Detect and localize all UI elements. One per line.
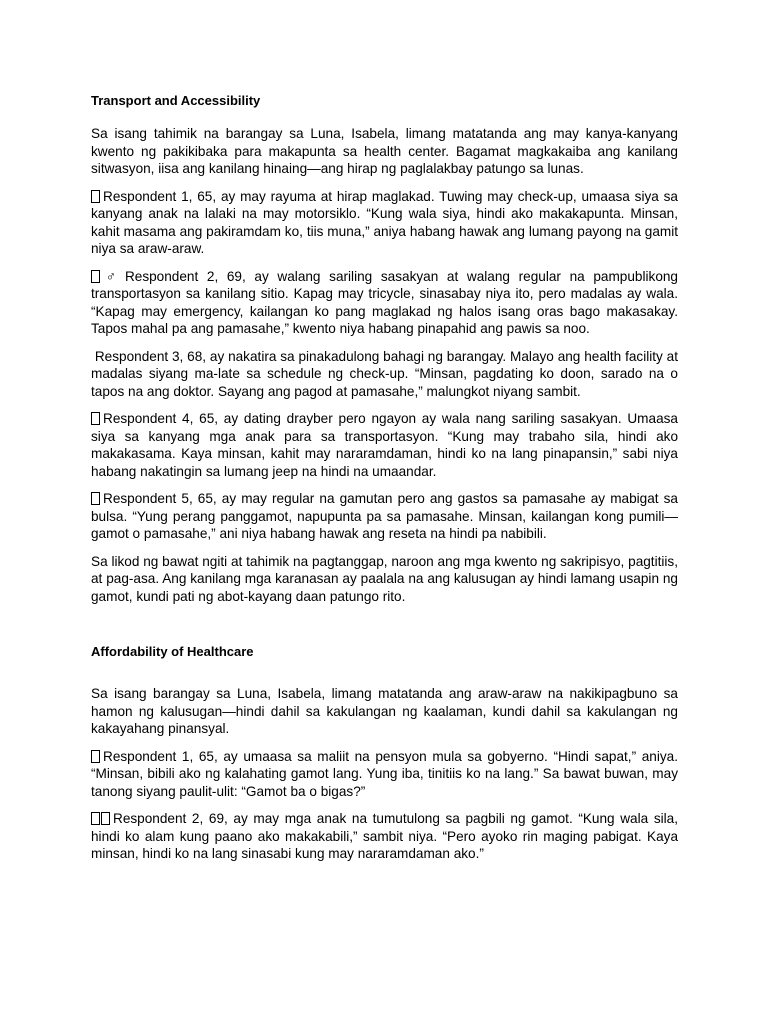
missing-glyph-icon: [91, 750, 100, 763]
respondent-4-text: Respondent 4, 65, ay dating drayber pero ngayon ay wala nang sariling sasakyan. Umaasa siya sa kanyang mga anak para sa transportasyon. “Kung may trabaho sila, hindi ako makakasama. Kaya minsan, kahit may nararamdaman, hindi ko na lang pinapansin,” sabi niya habang nakatingin sa lumang jeep na hindi na umaandar.: [91, 411, 678, 479]
paragraph-transport-respondent-2: [91, 268, 678, 338]
respondent-2-text: Respondent 2, 69, ay walang sariling sasakyan at walang regular na pampublikong transportasyon sa kanilang sitio. Kapag may tricycle, sinasabay niya ito, pero madalas ay wala. “Kapag may emergency, kailangan ko pang maglakad ng halos isang oras bago makasakay. Tapos mahal pa ang pamasahe,” kwento niya habang pinapahid ang pawis sa noo.: [91, 268, 678, 336]
missing-glyph-icon: [91, 492, 100, 505]
paragraph-transport-respondent-5: [91, 490, 678, 543]
missing-glyph-icon: [101, 812, 110, 825]
section-title-affordability: Affordability of Healthcare: [91, 644, 254, 659]
respondent-2-text: Respondent 2, 69, ay may mga anak na tumutulong sa pagbili ng gamot. “Kung wala sila, hindi ko alam kung paano ako makakabili,” sambit niya. “Pero ayoko rin maging pabigat. Kaya minsan, hindi ko na lang sinasabi kung may nararamdaman ako.”: [91, 811, 678, 861]
paragraph-transport-respondent-1: [91, 188, 678, 258]
respondent-5-text: Respondent 5, 65, ay may regular na gamutan pero ang gastos sa pamasahe ay mabigat sa bulsa. “Yung perang panggamot, napupunta pa sa pamasahe. Minsan, kailangan kong pumili—gamot o pamasahe,” ani niya habang hawak ang reseta na hindi pa nabibili.: [91, 491, 678, 541]
paragraph-transport-respondent-3: [91, 348, 678, 401]
paragraph-transport-intro: Sa isang tahimik na barangay sa Luna, Isabela, limang matatanda ang may kanya-kanyang kwento ng pakikibaka para makapunta sa health center. Bagamat magkakaiba ang kanilang sitwasyon, iisa ang kanilang hinaing—ang hirap ng paglalakbay patungo sa lunas.: [91, 126, 678, 176]
respondent-1-text: Respondent 1, 65, ay umaasa sa maliit na pensyon mula sa gobyerno. “Hindi sapat,” aniya. “Minsan, bibili ako ng kalahating gamot lang. Yung iba, tinitiis ko na lang.” Sa bawat buwan, may tanong siyang paulit-ulit: “Gamot ba o bigas?”: [91, 748, 678, 799]
respondent-1-text: Respondent 1, 65, ay may rayuma at hirap maglakad. Tuwing may check-up, umaasa siya sa kanyang anak na lalaki na may motorsiklo. “Kung wala siya, hindi ako makakapunta. Minsan, kahit masama ang pakiramdam ko, tiis muna,” aniya habang hawak ang lumang payong na gamit niya sa araw-araw.: [91, 188, 678, 256]
document-body: [91, 92, 678, 863]
paragraph-affordability-intro: Sa isang barangay sa Luna, Isabela, limang matatanda ang araw-araw na nakikipagbuno sa hamon ng kalusugan—hindi dahil sa kakulangan ng kaalaman, kundi dahil sa kakulangan ng kakayahang pinansyal.: [91, 686, 678, 736]
respondent-3-text: Respondent 3, 68, ay nakatira sa pinakadulong bahagi ng barangay. Malayo ang health facility at madalas siyang ma-late sa schedule ng check-up. “Minsan, pagdating ko doon, sarado na o tapos na ang doktor. Sayang ang pagod at pamasahe,” malungkot niyang sambit.: [91, 348, 679, 399]
paragraph-transport-respondent-4: [91, 410, 678, 480]
paragraph-transport-closing: Sa likod ng bawat ngiti at tahimik na pagtanggap, naroon ang mga kwento ng sakripisyo, pagtitiis, at pag-asa. Ang kanilang mga karanasan ay paalala na ang kalusugan ay hindi lamang usapin ng gamot, kundi pati ng abot-kayang daan patungo rito.: [91, 553, 678, 604]
missing-glyph-icon: [91, 190, 100, 203]
missing-glyph-icon: [91, 812, 100, 825]
paragraph-affordability-respondent-2: [91, 810, 678, 863]
section-title-transport: Transport and Accessibility: [91, 93, 261, 108]
paragraph-affordability-respondent-1: [91, 748, 678, 801]
male-sign-icon: ♂: [101, 268, 121, 284]
missing-glyph-icon: [91, 412, 100, 425]
missing-glyph-icon: [91, 270, 100, 283]
